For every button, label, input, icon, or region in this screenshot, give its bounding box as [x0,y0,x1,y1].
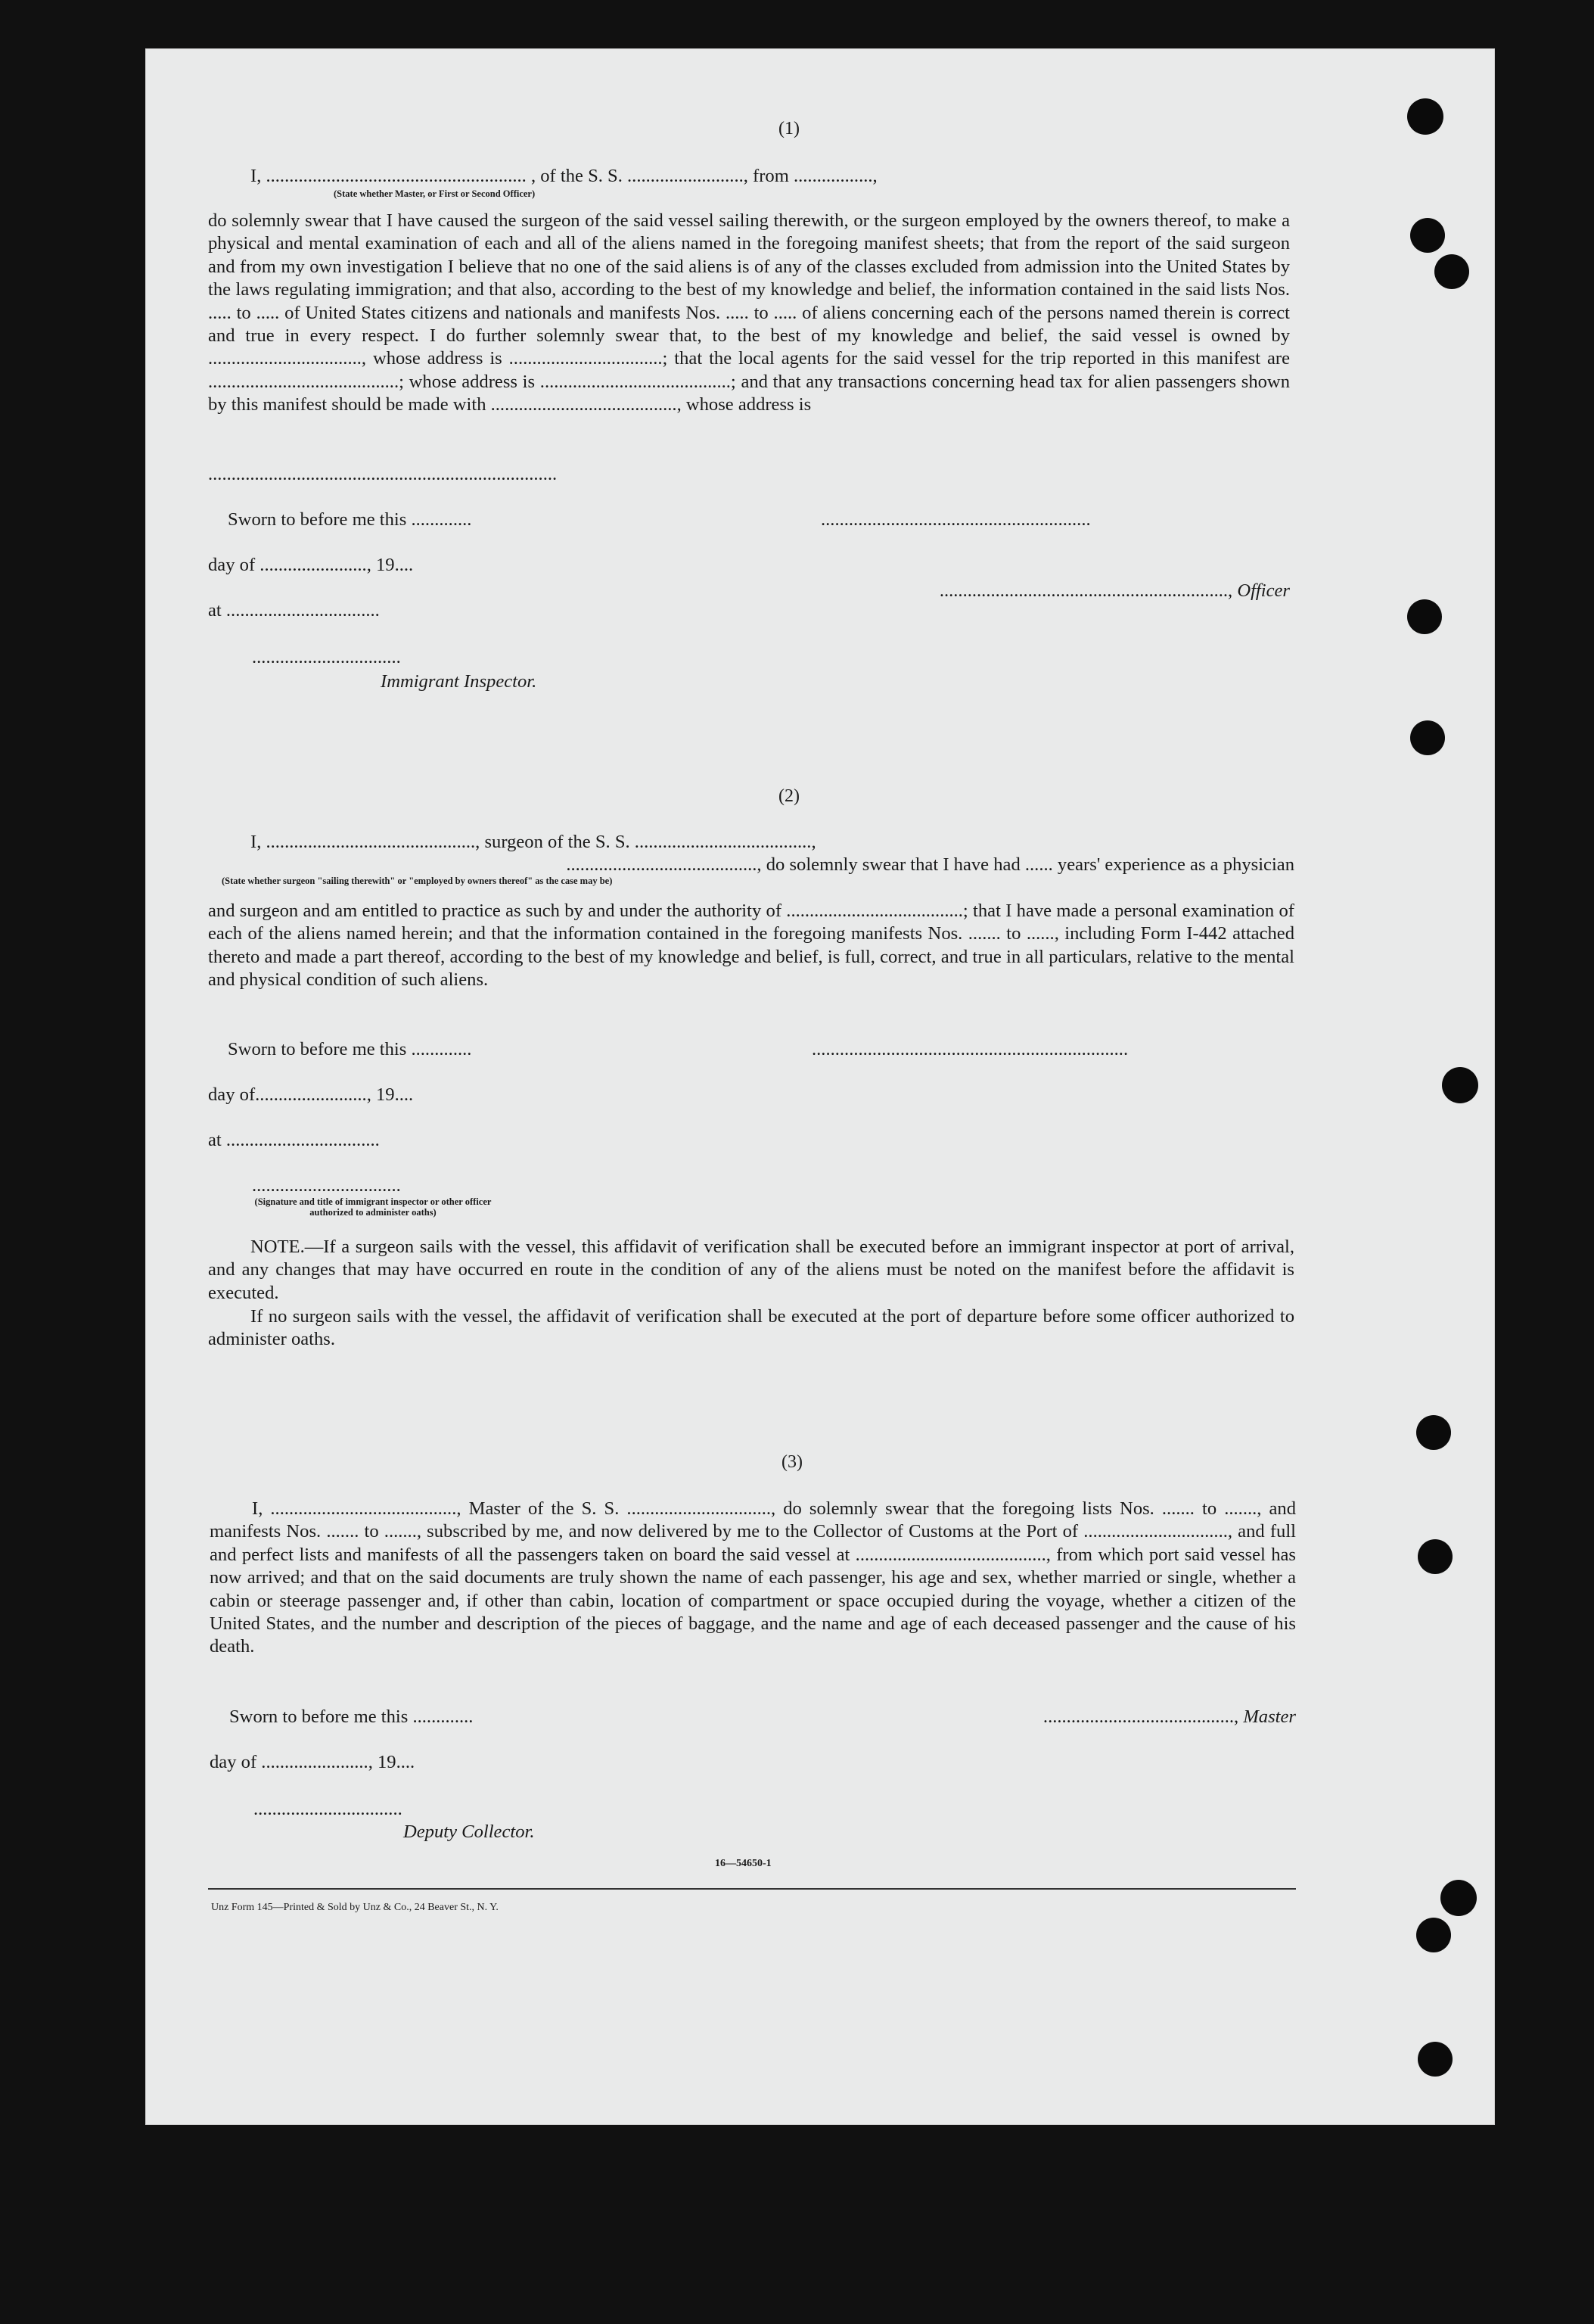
section-2-signature-line: .................................................................... [812,1039,1129,1059]
master-dots: ........................................., [1042,1706,1244,1727]
punch-hole [1410,720,1445,755]
punch-hole [1434,254,1469,289]
section-1-dots-line: ........................................................................... [208,464,558,484]
section-2-signature-dots: ................................ [252,1175,401,1196]
collector-dots: ................................ [253,1799,402,1819]
punch-hole [1407,599,1442,634]
inspector-label: Immigrant Inspector. [381,671,537,692]
form-code: 16—54650-1 [715,1858,772,1869]
note-paragraph-1: NOTE.—If a surgeon sails with the vessel, this affidavit of verification shall be executed before an immigrant inspector at port of arrival, and any changes that may have occurred en route in the condition of any of the aliens must be noted on the manifest before the affidavit is executed. [208,1237,1294,1303]
section-1-sworn: Sworn to before me this ............. [228,509,472,530]
section-1-day-of: day of ......................., 19.... [208,555,414,575]
officer-dots: .............................................................., [939,580,1238,601]
section-2-number: (2) [778,786,800,806]
section-1-at: at ................................. [208,600,380,621]
punch-hole [1416,1415,1451,1450]
section-2-signature-note: (Signature and title of immigrant inspector or other officer authorized to administer oaths) [254,1196,492,1218]
section-3-number: (3) [781,1452,803,1472]
section-3-master-row [812,1706,1296,1728]
section-3-paragraph: I, ........................................, Master of the S. S. ..............................., do solemnly swear that the foregoing lists Nos. ....... to ......., and manifests Nos. ....... to ......., subscribed by me, and now delivered by me to the Collector of Customs at the Port of ..............................., and full and perfect lists and manifests of all the passengers taken on board the said vessel at ........................................., from which port said vessel has now arrived; and that on the said documents are truly shown the name of each passenger, his age and sex, whether married or single, whether a cabin or steerage passenger and, if other than cabin, location of compartment or space occupied during the voyage, whether a citizen of the United States, and the number and description of the pieces of baggage, and the name and age of each deceased passenger and the cause of his death. [210,1498,1296,1657]
note-paragraph-2: If no surgeon sails with the vessel, the affidavit of verification shall be executed at the port of departure before some officer authorized to administer oaths. [208,1306,1294,1350]
surgeon-note: (State whether surgeon "sailing therewith" or "employed by owners thereof" as the case may be) [222,876,613,886]
officer-note: (State whether Master, or First or Second Officer) [334,188,536,199]
punch-hole [1442,1067,1478,1103]
printer-footer: Unz Form 145—Printed & Sold by Unz & Co., 24 Beaver St., N. Y. [211,1902,499,1913]
section-1-number: (1) [778,119,800,138]
form-page [145,48,1495,2125]
section-2-first-line: I, ............................................., surgeon of the S. S. ......................................, [250,832,816,852]
punch-hole [1418,1539,1453,1574]
punch-hole [1407,98,1443,135]
section-2-at: at ................................. [208,1130,380,1150]
section-1-signature-line: .......................................................... [821,509,1091,530]
punch-hole [1440,1880,1477,1916]
section-1-officer-row [821,580,1290,602]
master-label: Master [1243,1706,1296,1727]
section-3-day-of: day of ......................., 19.... [210,1752,415,1772]
section-2-second-line: ........................................., do solemnly swear that I have had ...... years' experience as a physician [566,854,1294,875]
punch-hole [1410,218,1445,253]
section-2-sworn: Sworn to before me this ............. [228,1039,472,1059]
punch-hole [1418,2042,1453,2077]
punch-hole [1416,1918,1451,1952]
section-2-paragraph: and surgeon and am entitled to practice as such by and under the authority of ......................................; that I have made a personal examination of each of the aliens named herein; and that the information contained in the foregoing manifests Nos. ....... to ......, including Form I-442 attached thereto and made a part thereof, according to the best of my knowledge and belief, is full, correct, and true in all particulars, relative to the mental and physical condition of such aliens. [208,901,1294,991]
section-1-paragraph: do solemnly swear that I have caused the surgeon of the said vessel sailing therewith, or the surgeon employed by the owners thereof, to make a physical and mental examination of each and all of the aliens named in the foregoing manifest sheets; that from the report of the said surgeon and from my own investigation I believe that no one of the said aliens is of any of the classes excluded from admission into the United States by the laws regulating immigration; and that also, according to the best of my knowledge and belief, the information contained in the said lists Nos. ..... to ..... of United States citizens and nationals and manifests Nos. ..... to ..... of aliens concerning each of the persons named therein is correct and true in every respect. I do further solemnly swear that, to the best of my knowledge and belief, the said vessel is owned by ................................., whose address is .................................; that the local agents for the said vessel for the trip reported in this manifest are .........................................; whose address is .........................................; and that any transactions concerning head tax for alien passengers shown by this manifest should be made with ........................................, whose address is [208,210,1290,415]
section-1-first-line: I, ........................................................ , of the S. S. ........................., from ................., [250,166,878,186]
section-2-day-of: day of........................, 19.... [208,1084,414,1105]
inspector-dots: ................................ [252,647,401,667]
collector-label: Deputy Collector. [403,1822,535,1842]
section-3-sworn: Sworn to before me this ............. [229,1706,474,1727]
footer-rule [208,1888,1296,1890]
officer-label: Officer [1237,580,1290,601]
